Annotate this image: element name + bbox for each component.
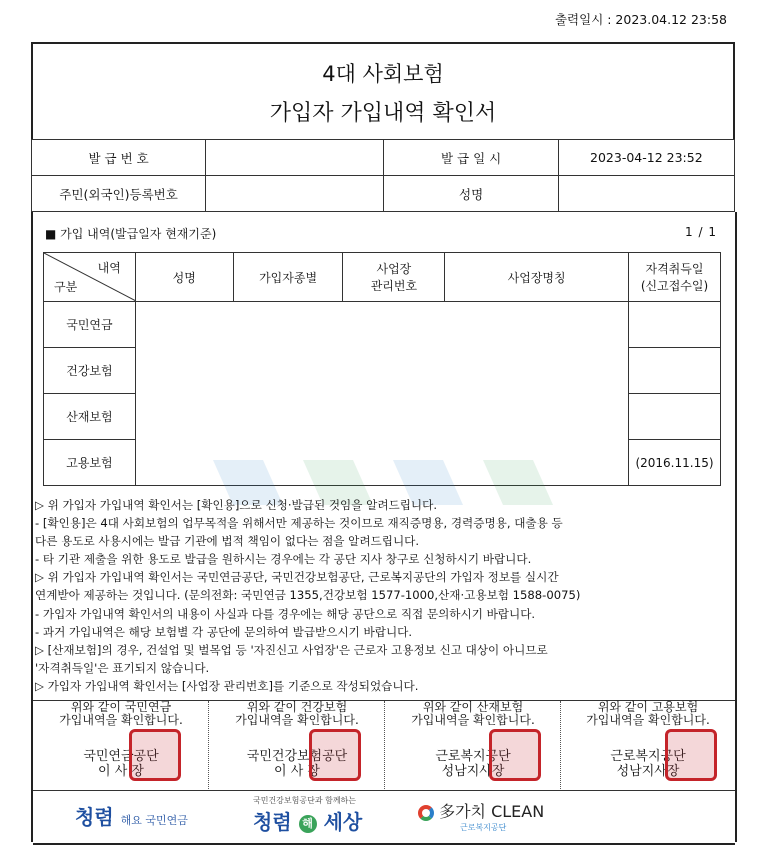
row-label-pension: 국민연금 [44,302,136,348]
note-line: '자격취득일'은 표기되지 않습니다. [35,660,210,675]
row-date [628,394,720,440]
row-label-industrial: 산재보험 [44,394,136,440]
diagonal-header-cell [44,253,136,302]
stamp-pension [33,701,209,791]
stamp-text-line1: 위와 같이 건강보험 [246,700,348,714]
agency-title: 성남지사장 [616,764,680,779]
agency-title: 이 사 장 [274,764,320,779]
section-title: ■ 가입 내역(발급일자 현재기준) [45,227,217,241]
notes-block [35,496,725,695]
title-line2: 가입자 가입내역 확인서 [269,101,497,126]
note-line: 다른 용도로 사용시에는 발급 기관에 법적 책임이 없다는 점을 알려드립니다. [35,534,420,549]
kcomwel-logo-sub: 근로복지공단 [460,823,507,832]
header-mgmt-no [343,253,445,302]
regno-value [206,176,384,212]
header-site-name: 사업장명칭 [445,253,629,302]
note-line: - [확인용]은 4대 사회보험의 업무목적을 위해서만 제공하는 것이므로 재직증명용, 경력증명용, 대출용 등 [35,516,563,531]
stamp-text-line2: 가입내역을 확인합니다. [59,713,183,727]
regno-label: 주민(외국인)등록번호 [32,176,206,212]
note-line: - 타 기관 제출을 위한 용도로 발급을 원하시는 경우에는 각 공단 지사 창구로 신청하시기 바랍니다. [35,552,532,567]
nps-logo [75,801,188,830]
header-mgmt-line2: 관리번호 [370,279,418,293]
official-seal [309,729,361,781]
redacted-cell [135,348,628,394]
table-row [44,302,721,348]
info-row-person [32,176,735,212]
row-label-employment: 고용보험 [44,440,136,486]
row-date [628,348,720,394]
redacted-cell [135,394,628,440]
note-line: 연계받아 제공하는 것입니다. (문의전화: 국민연금 1355,건강보험 1577-1000,산재·고용보험 1588-0075) [35,588,581,603]
note-line: ▷ [산재보험]의 경우, 건설업 및 벌목업 등 '자진신고 사업장'은 근로자 고용정보 신고 대상이 아니므로 [35,642,548,657]
header-type: 가입자종별 [233,253,343,302]
stamp-employment [561,701,735,791]
header-mgmt-line1: 사업장 [376,262,412,276]
kcomwel-logo [418,799,544,833]
print-date: 출력일시 : 2023.04.12 23:58 [554,12,727,27]
stamp-health [209,701,385,791]
official-seal [489,729,541,781]
diag-label-bottom: 구분 [54,280,78,294]
official-seal [129,729,181,781]
row-date [628,302,720,348]
stamp-text-line2: 가입내역을 확인합니다. [235,713,359,727]
issue-no-label: 발 급 번 호 [32,140,206,176]
stamp-text-line2: 가입내역을 확인합니다. [586,713,710,727]
kcomwel-logo-main: 多가치 CLEAN [439,802,545,821]
agency-name: 국민건강보험공단 [246,749,348,764]
insurance-header-row [44,253,721,302]
table-row [44,394,721,440]
enrollment-section [31,212,737,842]
info-row-issue [32,140,735,176]
header-acq-date [628,253,720,302]
nps-logo-sub: 해요 국민연금 [120,814,188,827]
agency-logos [33,790,735,845]
row-label-health: 건강보험 [44,348,136,394]
header-acq-line2: (신고접수일) [640,279,709,293]
stamp-text-line1: 위와 같이 국민연금 [70,700,172,714]
note-line: ▷ 가입자 가입내역 확인서는 [사업장 관리번호]를 기준으로 작성되었습니다. [35,678,419,693]
note-line: ▷ 위 가입자 가입내역 확인서는 [확인용]으로 신청·발급된 것임을 알려드립니다. [35,498,438,512]
note-line: ▷ 위 가입자 가입내역 확인서는 국민연금공단, 국민건강보험공단, 근로복지공단의 가입자 정보를 실시간 [35,570,559,585]
nhis-logo-top: 국민건강보험공단과 함께하는 [253,796,357,805]
header-acq-line1: 자격취득일 [645,262,704,276]
title-box [31,42,735,140]
page-number: 1 / 1 [685,225,717,239]
agency-title: 성남지사장 [441,764,505,779]
note-line: - 과거 가입내역은 해당 보험별 각 공단에 문의하여 발급받으시기 바랍니다. [35,624,413,639]
row-date: (2016.11.15) [628,440,720,486]
name-label: 성명 [384,176,558,212]
agency-name: 근로복지공단 [435,749,511,764]
agency-name: 국민연금공단 [83,749,159,764]
diag-label-top: 내역 [97,261,121,275]
name-value [558,176,734,212]
stamp-text-line2: 가입내역을 확인합니다. [411,713,535,727]
issue-date-value: 2023-04-12 23:52 [558,140,734,176]
redacted-cell [135,302,628,348]
header-name: 성명 [135,253,233,302]
nhis-logo [253,795,362,835]
info-table [31,139,735,212]
agency-name: 근로복지공단 [610,749,686,764]
title-line1: 4대 사회보험 [322,62,444,86]
agency-title: 이 사 장 [98,764,144,779]
stamp-text-line1: 위와 같이 산재보험 [422,700,524,714]
nps-logo-main: 청렴 [75,805,114,829]
stamp-industrial [385,701,561,791]
certificate-frame [31,42,733,842]
official-seal [665,729,717,781]
kcomwel-logo-mark [418,805,434,821]
confirmation-stamps [33,700,735,791]
stamp-text-line1: 위와 같이 고용보험 [597,700,699,714]
note-line: - 가입자 가입내역 확인서의 내용이 사실과 다를 경우에는 해당 공단으로 직접 문의하시기 바랍니다. [35,606,536,621]
nhis-logo-mid: 해 [299,815,317,833]
issue-no-value [206,140,384,176]
issue-date-label: 발 급 일 시 [384,140,558,176]
table-row [44,348,721,394]
nhis-logo-main: 청렴 [253,810,292,834]
nhis-logo-tail: 세상 [323,810,363,834]
